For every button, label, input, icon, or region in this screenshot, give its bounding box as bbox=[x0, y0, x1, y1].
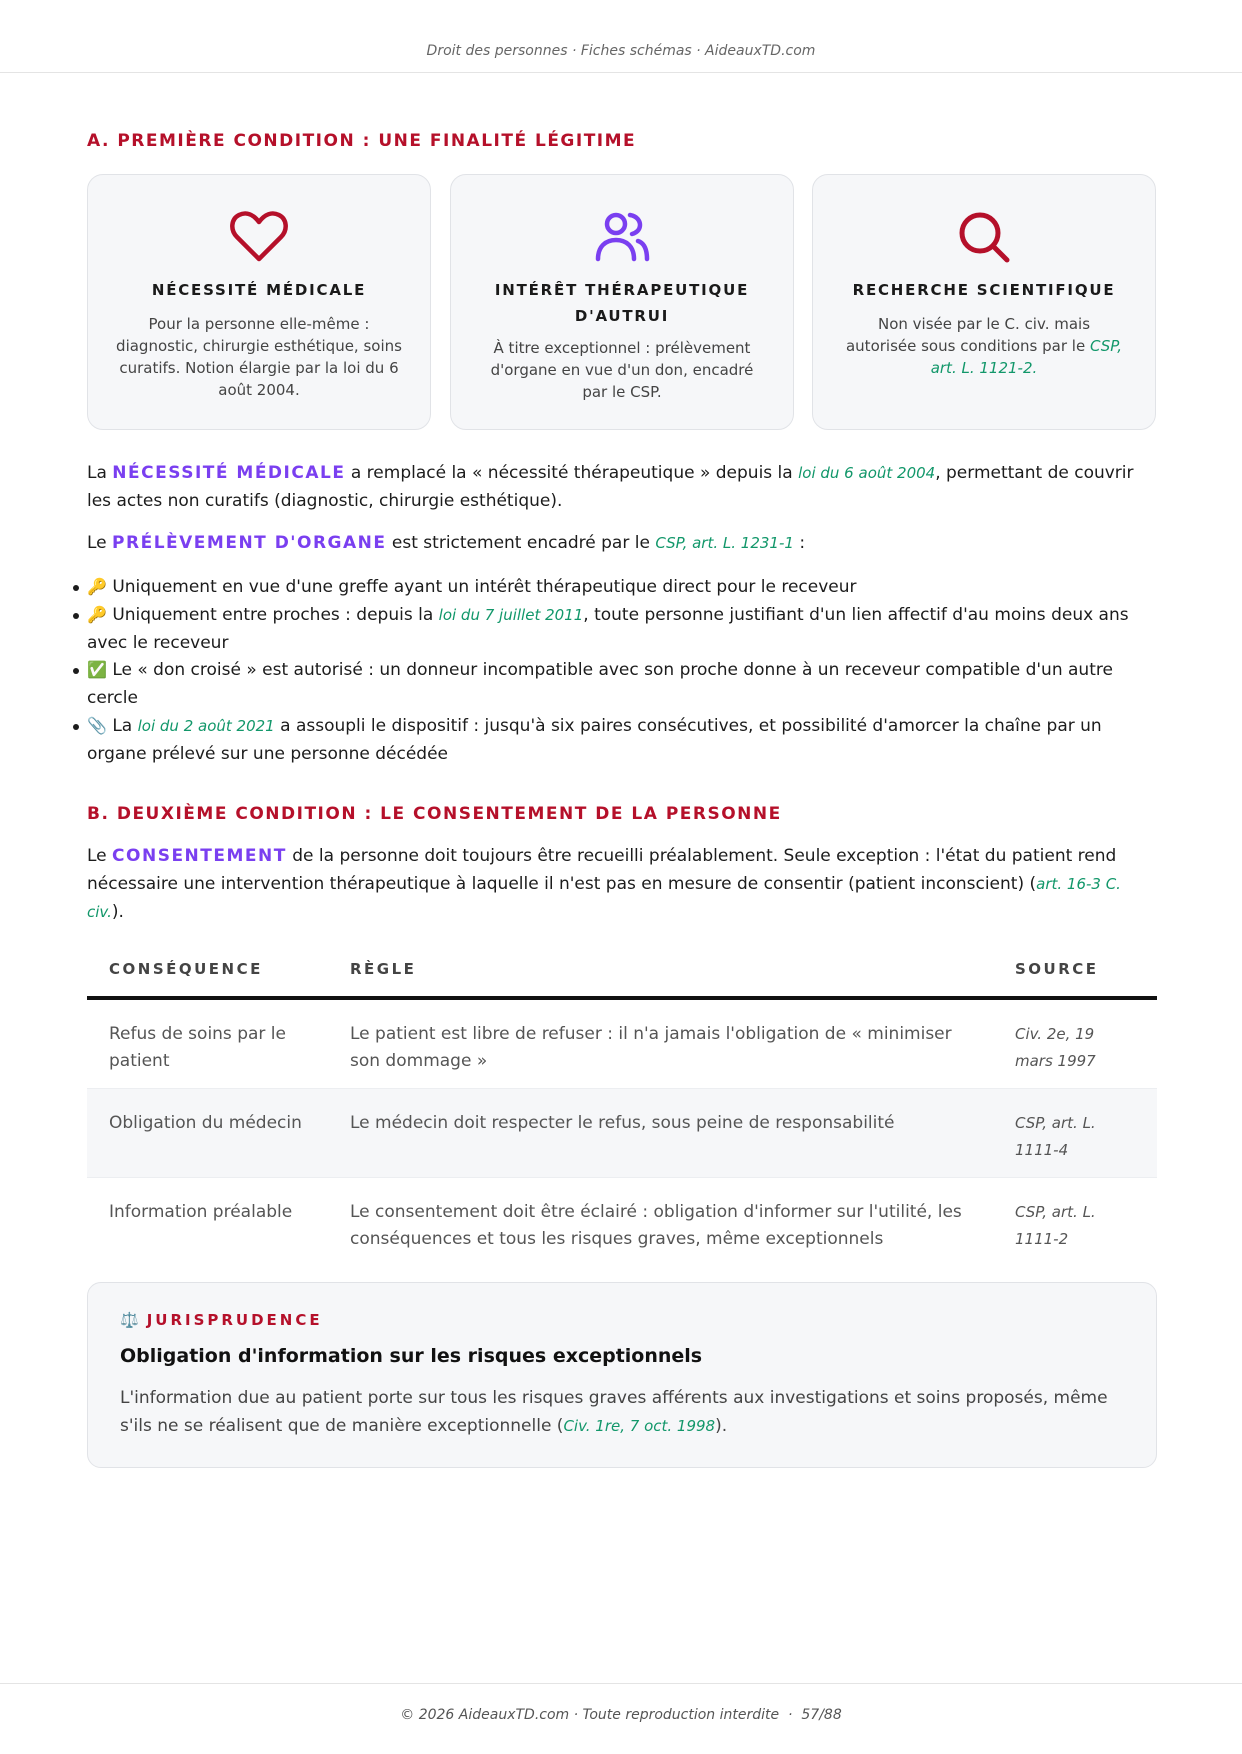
cell-consequence: Information préalable bbox=[109, 1202, 293, 1222]
card-text-reference: CSP, art. L. 1121-2. bbox=[930, 337, 1122, 377]
key-icon: 🔑 bbox=[87, 604, 107, 624]
footer-text: © 2026 AideauxTD.com · Toute reproduction interdite · 57/88 bbox=[400, 1707, 842, 1723]
jurisprudence-label bbox=[120, 1311, 323, 1329]
header-text: Droit des personnes · Fiches schémas · AideauxTD.com bbox=[426, 43, 816, 59]
keyword: NÉCESSITÉ MÉDICALE bbox=[112, 463, 346, 483]
paragraph-organ-removal bbox=[87, 529, 1157, 557]
label-text: JURISPRUDENCE bbox=[146, 1311, 323, 1329]
cell-rule: Le consentement doit être éclairé : obligation d'informer sur l'utilité, les conséquences et tous les risques graves, même exceptionnels bbox=[350, 1202, 962, 1249]
section-a-title: A. PREMIÈRE CONDITION : UNE FINALITÉ LÉGITIME bbox=[87, 131, 637, 151]
jurisprudence-box bbox=[87, 1282, 1157, 1468]
text: Le « don croisé » est autorisé : un donneur incompatible avec son proche donne à un receveur compatible d'un autre cercle bbox=[87, 660, 1113, 708]
card-text bbox=[841, 313, 1127, 379]
cell-consequence: Obligation du médecin bbox=[109, 1113, 302, 1133]
page-header bbox=[0, 0, 1242, 73]
section-b-title: B. DEUXIÈME CONDITION : LE CONSENTEMENT DE LA PERSONNE bbox=[87, 804, 782, 824]
column-header-consequence: CONSÉQUENCE bbox=[109, 960, 263, 978]
cell-source: CSP, art. L. 1111-4 bbox=[1015, 1114, 1096, 1159]
keyword: PRÉLÈVEMENT D'ORGANE bbox=[112, 533, 387, 553]
text: a remplacé la « nécessité thérapeutique » depuis la bbox=[345, 463, 799, 483]
text: Uniquement en vue d'une greffe ayant un intérêt thérapeutique direct pour le receveur bbox=[106, 577, 857, 597]
list-item bbox=[87, 656, 1157, 712]
legal-reference: Civ. 1re, 7 oct. 1998 bbox=[563, 1417, 716, 1435]
legal-reference: loi du 7 juillet 2011 bbox=[438, 605, 584, 624]
cell-rule: Le médecin doit respecter le refus, sous peine de responsabilité bbox=[350, 1113, 895, 1133]
paragraph-consent bbox=[87, 842, 1157, 926]
column-header-rule: RÈGLE bbox=[350, 960, 417, 978]
legal-reference: loi du 2 août 2021 bbox=[137, 716, 275, 735]
column-header-source: SOURCE bbox=[1015, 960, 1099, 978]
text: , permettant de couvrir les actes non curatifs (diagnostic, chirurgie esthétique). bbox=[87, 463, 1134, 511]
check-icon: ✅ bbox=[87, 660, 107, 679]
table-header bbox=[87, 944, 1157, 1000]
jurisprudence-text bbox=[120, 1384, 1124, 1440]
text: ). bbox=[715, 1416, 728, 1436]
text: ). bbox=[111, 902, 124, 922]
card-text: À titre exceptionnel : prélèvement d'organe en vue d'un don, encadré par le CSP. bbox=[490, 339, 754, 401]
table-row bbox=[87, 1178, 1157, 1267]
text: La bbox=[87, 463, 113, 483]
card-title: NÉCESSITÉ MÉDICALE bbox=[151, 281, 367, 299]
condition-cards bbox=[87, 174, 1157, 430]
legal-reference: CSP, art. L. 1231-1 bbox=[655, 534, 794, 552]
text: La bbox=[106, 715, 138, 736]
text: Le bbox=[87, 533, 113, 553]
card-text-body: Non visée par le C. civ. mais autorisée sous conditions par le bbox=[845, 315, 1091, 355]
card-medical-necessity bbox=[87, 174, 431, 430]
table-row bbox=[87, 1089, 1157, 1178]
text: est strictement encadré par le bbox=[386, 533, 656, 553]
paperclip-icon: 📎 bbox=[87, 715, 107, 735]
scales-icon: ⚖️ bbox=[120, 1311, 139, 1329]
list-item bbox=[87, 712, 1157, 768]
card-title bbox=[471, 277, 773, 329]
cell-rule: Le patient est libre de refuser : il n'a jamais l'obligation de « minimiser son dommage » bbox=[350, 1024, 952, 1071]
key-icon: 🔑 bbox=[87, 577, 107, 596]
organ-conditions-list bbox=[87, 573, 1157, 767]
cell-consequence: Refus de soins par le patient bbox=[109, 1024, 286, 1071]
text: Uniquement entre proches : depuis la bbox=[106, 604, 439, 625]
consent-table bbox=[87, 944, 1157, 1267]
keyword: CONSENTEMENT bbox=[112, 846, 287, 866]
text: a assoupli le dispositif : jusqu'à six paires consécutives, et possibilité d'amorcer la chaîne par un organe prélevé sur une personne décédée bbox=[87, 715, 1102, 764]
text: , toute personne justifiant d'un lien affectif d'au moins deux ans avec le receveur bbox=[87, 604, 1129, 653]
legal-reference: art. 16-3 C. civ. bbox=[87, 875, 1121, 921]
paragraph-medical-necessity bbox=[87, 459, 1157, 515]
page-footer bbox=[0, 1683, 1242, 1754]
jurisprudence-title: Obligation d'information sur les risques exceptionnels bbox=[120, 1345, 703, 1367]
card-title-line2: D'AUTRUI bbox=[574, 307, 670, 325]
list-item bbox=[87, 573, 1157, 601]
list-item bbox=[87, 601, 1157, 657]
text: L'information due au patient porte sur tous les risques graves afférents aux investigations et soins proposés, même s'ils ne se réalisent que de manière exceptionnelle ( bbox=[120, 1388, 1108, 1436]
cell-source: Civ. 2e, 19 mars 1997 bbox=[1015, 1025, 1096, 1070]
text: : bbox=[793, 533, 806, 553]
cell-source: CSP, art. L. 1111-2 bbox=[1015, 1203, 1096, 1248]
table-row bbox=[87, 1000, 1157, 1089]
text: Le bbox=[87, 846, 113, 866]
card-scientific-research bbox=[812, 174, 1156, 430]
legal-reference: loi du 6 août 2004 bbox=[798, 464, 936, 482]
card-title: RECHERCHE SCIENTIFIQUE bbox=[852, 281, 1116, 299]
users-icon bbox=[590, 205, 654, 269]
card-text: Pour la personne elle-même : diagnostic, chirurgie esthétique, soins curatifs. Notion élargie par la loi du 6 août 2004. bbox=[116, 315, 402, 399]
text: de la personne doit toujours être recueilli préalablement. Seule exception : l'état du patient rend nécessaire une intervention thérapeutique à laquelle il n'est pas en mesure de consentir (patient inconscient) ( bbox=[87, 846, 1117, 894]
card-therapeutic-interest bbox=[450, 174, 794, 430]
heart-icon bbox=[227, 205, 291, 269]
search-icon bbox=[952, 205, 1016, 269]
card-title-line1: INTÉRÊT THÉRAPEUTIQUE bbox=[494, 281, 750, 299]
